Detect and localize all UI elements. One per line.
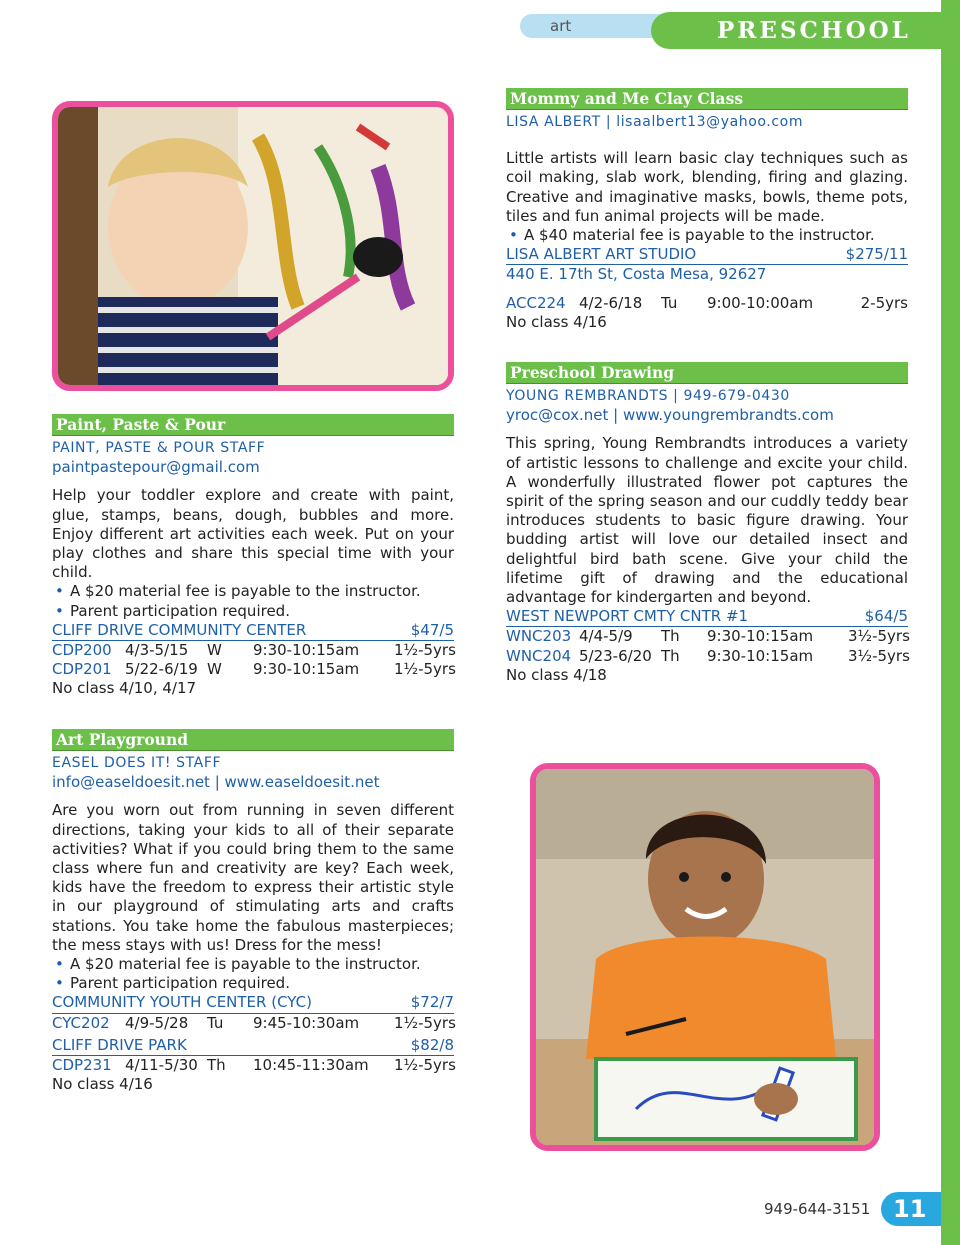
session-row bbox=[52, 1056, 454, 1075]
note: • A $40 material fee is payable to the instructor. bbox=[506, 226, 908, 245]
session-time: 9:30-10:15am bbox=[253, 641, 360, 660]
class-description: Help your toddler explore and create with paint, glue, stamps, beans, dough, bubbles and more. Enjoy different art activities each week. Put on your play clothes and share this special time with your child. bbox=[52, 486, 454, 582]
session-time: 9:30-10:15am bbox=[253, 660, 360, 679]
class-description: Little artists will learn basic clay techniques such as coil making, slab work, blending, firing and glazing. Creative and imaginative masks, bowls, theme pots, tiles and fun animal projects will be made. bbox=[506, 149, 908, 225]
session-ages: 1½-5yrs bbox=[394, 1056, 456, 1075]
address: 440 E. 17th St, Costa Mesa, 92627 bbox=[506, 265, 767, 284]
location-name: LISA ALBERT ART STUDIO bbox=[506, 245, 697, 264]
instructor: PAINT, PASTE & POUR STAFF bbox=[52, 440, 266, 456]
session-row bbox=[52, 1014, 454, 1033]
contact-email[interactable]: paintpastepour@gmail.com bbox=[52, 458, 260, 477]
class-description: This spring, Young Rembrandts introduces a variety of artistic lessons to challenge and excite your child. A wonderfully illustrated flower pot captures the spirit of the spring season and our cuddly teddy bear introduces students to basic figure drawing. Your budding artist will love our detailed insect and delightful bird bath scene. Give your child the lifetime gift of drawing and the educational advantage for kindergarten and beyond. bbox=[506, 434, 908, 607]
course-code[interactable]: CDP231 bbox=[52, 1056, 112, 1075]
session-dates: 4/4-5/9 bbox=[579, 627, 633, 646]
session-time: 9:45-10:30am bbox=[253, 1013, 360, 1032]
session-dates: 4/9-5/28 bbox=[125, 1013, 189, 1032]
course-code[interactable]: WNC204 bbox=[506, 646, 572, 665]
instructor: EASEL DOES IT! STAFF bbox=[52, 755, 222, 771]
note: • A $20 material fee is payable to the instructor. bbox=[52, 582, 454, 601]
contact-info[interactable]: info@easeldoesit.net | www.easeldoesit.net bbox=[52, 773, 380, 792]
session-row bbox=[506, 647, 908, 666]
session-row bbox=[52, 641, 454, 660]
course-code[interactable]: CDP200 bbox=[52, 641, 112, 660]
session-ages: 1½-5yrs bbox=[394, 641, 456, 660]
footer-phone: 949-644-3151 bbox=[764, 1200, 871, 1218]
fee: $64/5 bbox=[864, 607, 908, 626]
session-time: 9:00-10:00am bbox=[707, 293, 814, 312]
note: • Parent participation required. bbox=[52, 974, 454, 993]
page-number-label: 11 bbox=[893, 1195, 927, 1223]
location-name: CLIFF DRIVE PARK bbox=[52, 1035, 187, 1054]
session-ages: 3½-5yrs bbox=[848, 646, 910, 665]
class-preschool-drawing bbox=[506, 362, 908, 685]
instructor[interactable]: LISA ALBERT | lisaalbert13@yahoo.com bbox=[506, 114, 804, 130]
category-tab bbox=[651, 12, 951, 49]
class-description: Are you worn out from running in seven different directions, taking your kids to all of their separate activities? What if you could bring them to the same class where fun and creativity are key? Each week, kids have the freedom to express their artistic style in our playground of stimulating arts and crafts stations. You take home the fabulous masterpieces; the mess stays with us! Dress for the mess! bbox=[52, 801, 454, 954]
session-row bbox=[52, 660, 454, 679]
session-ages: 2-5yrs bbox=[860, 293, 908, 312]
side-accent-bar bbox=[941, 0, 960, 1245]
category-label: PRESCHOOL bbox=[717, 17, 911, 44]
location-row bbox=[52, 993, 454, 1013]
session-ages: 3½-5yrs bbox=[848, 627, 910, 646]
session-time: 9:30-10:15am bbox=[707, 646, 814, 665]
no-class-note: No class 4/10, 4/17 bbox=[52, 679, 197, 698]
class-art-playground bbox=[52, 729, 454, 1094]
photo-boy-drawing bbox=[530, 763, 880, 1151]
session-ages: 1½-5yrs bbox=[394, 1013, 456, 1032]
session-day: W bbox=[207, 660, 222, 679]
session-dates: 4/11-5/30 bbox=[125, 1056, 198, 1075]
location-name: CLIFF DRIVE COMMUNITY CENTER bbox=[52, 620, 307, 639]
session-day: Tu bbox=[207, 1013, 224, 1032]
location-row bbox=[52, 621, 454, 641]
class-paint-paste-pour bbox=[52, 414, 454, 699]
class-title: Mommy and Me Clay Class bbox=[506, 88, 908, 110]
class-mommy-and-me-clay bbox=[506, 88, 908, 332]
no-class-note: No class 4/16 bbox=[506, 312, 607, 331]
section-label: art bbox=[550, 17, 572, 35]
fee: $275/11 bbox=[845, 245, 908, 264]
contact-info[interactable]: yroc@cox.net | www.youngrembrandts.com bbox=[506, 406, 834, 425]
location-row bbox=[506, 245, 908, 265]
location-name: COMMUNITY YOUTH CENTER (CYC) bbox=[52, 993, 312, 1012]
location-row bbox=[52, 1036, 454, 1056]
fee: $82/8 bbox=[410, 1035, 454, 1054]
session-ages: 1½-5yrs bbox=[394, 660, 456, 679]
no-class-note: No class 4/18 bbox=[506, 665, 607, 684]
course-code[interactable]: ACC224 bbox=[506, 293, 566, 312]
page-number bbox=[881, 1192, 941, 1226]
photo-toddler-painting bbox=[52, 101, 454, 391]
session-row bbox=[506, 627, 908, 646]
session-time: 10:45-11:30am bbox=[253, 1056, 369, 1075]
session-dates: 4/3-5/15 bbox=[125, 641, 189, 660]
session-day: Th bbox=[207, 1056, 226, 1075]
fee: $47/5 bbox=[410, 620, 454, 639]
location-name: WEST NEWPORT CMTY CNTR #1 bbox=[506, 607, 749, 626]
session-time: 9:30-10:15am bbox=[707, 627, 814, 646]
note: • A $20 material fee is payable to the instructor. bbox=[52, 955, 454, 974]
instructor: YOUNG REMBRANDTS | 949-679-0430 bbox=[506, 388, 790, 404]
note: • Parent participation required. bbox=[52, 602, 454, 621]
fee: $72/7 bbox=[410, 993, 454, 1012]
session-dates: 4/2-6/18 bbox=[579, 293, 643, 312]
session-dates: 5/23-6/20 bbox=[579, 646, 652, 665]
class-title: Paint, Paste & Pour bbox=[52, 414, 454, 436]
session-dates: 5/22-6/19 bbox=[125, 660, 198, 679]
no-class-note: No class 4/16 bbox=[52, 1075, 153, 1094]
session-day: Th bbox=[661, 646, 680, 665]
section-tab bbox=[520, 14, 670, 38]
course-code[interactable]: CDP201 bbox=[52, 660, 112, 679]
class-title: Art Playground bbox=[52, 729, 454, 751]
session-day: Tu bbox=[661, 293, 678, 312]
session-row bbox=[506, 294, 908, 313]
session-day: W bbox=[207, 641, 222, 660]
course-code[interactable]: WNC203 bbox=[506, 627, 572, 646]
session-day: Th bbox=[661, 627, 680, 646]
location-row bbox=[506, 607, 908, 627]
class-title: Preschool Drawing bbox=[506, 362, 908, 384]
course-code[interactable]: CYC202 bbox=[52, 1013, 110, 1032]
